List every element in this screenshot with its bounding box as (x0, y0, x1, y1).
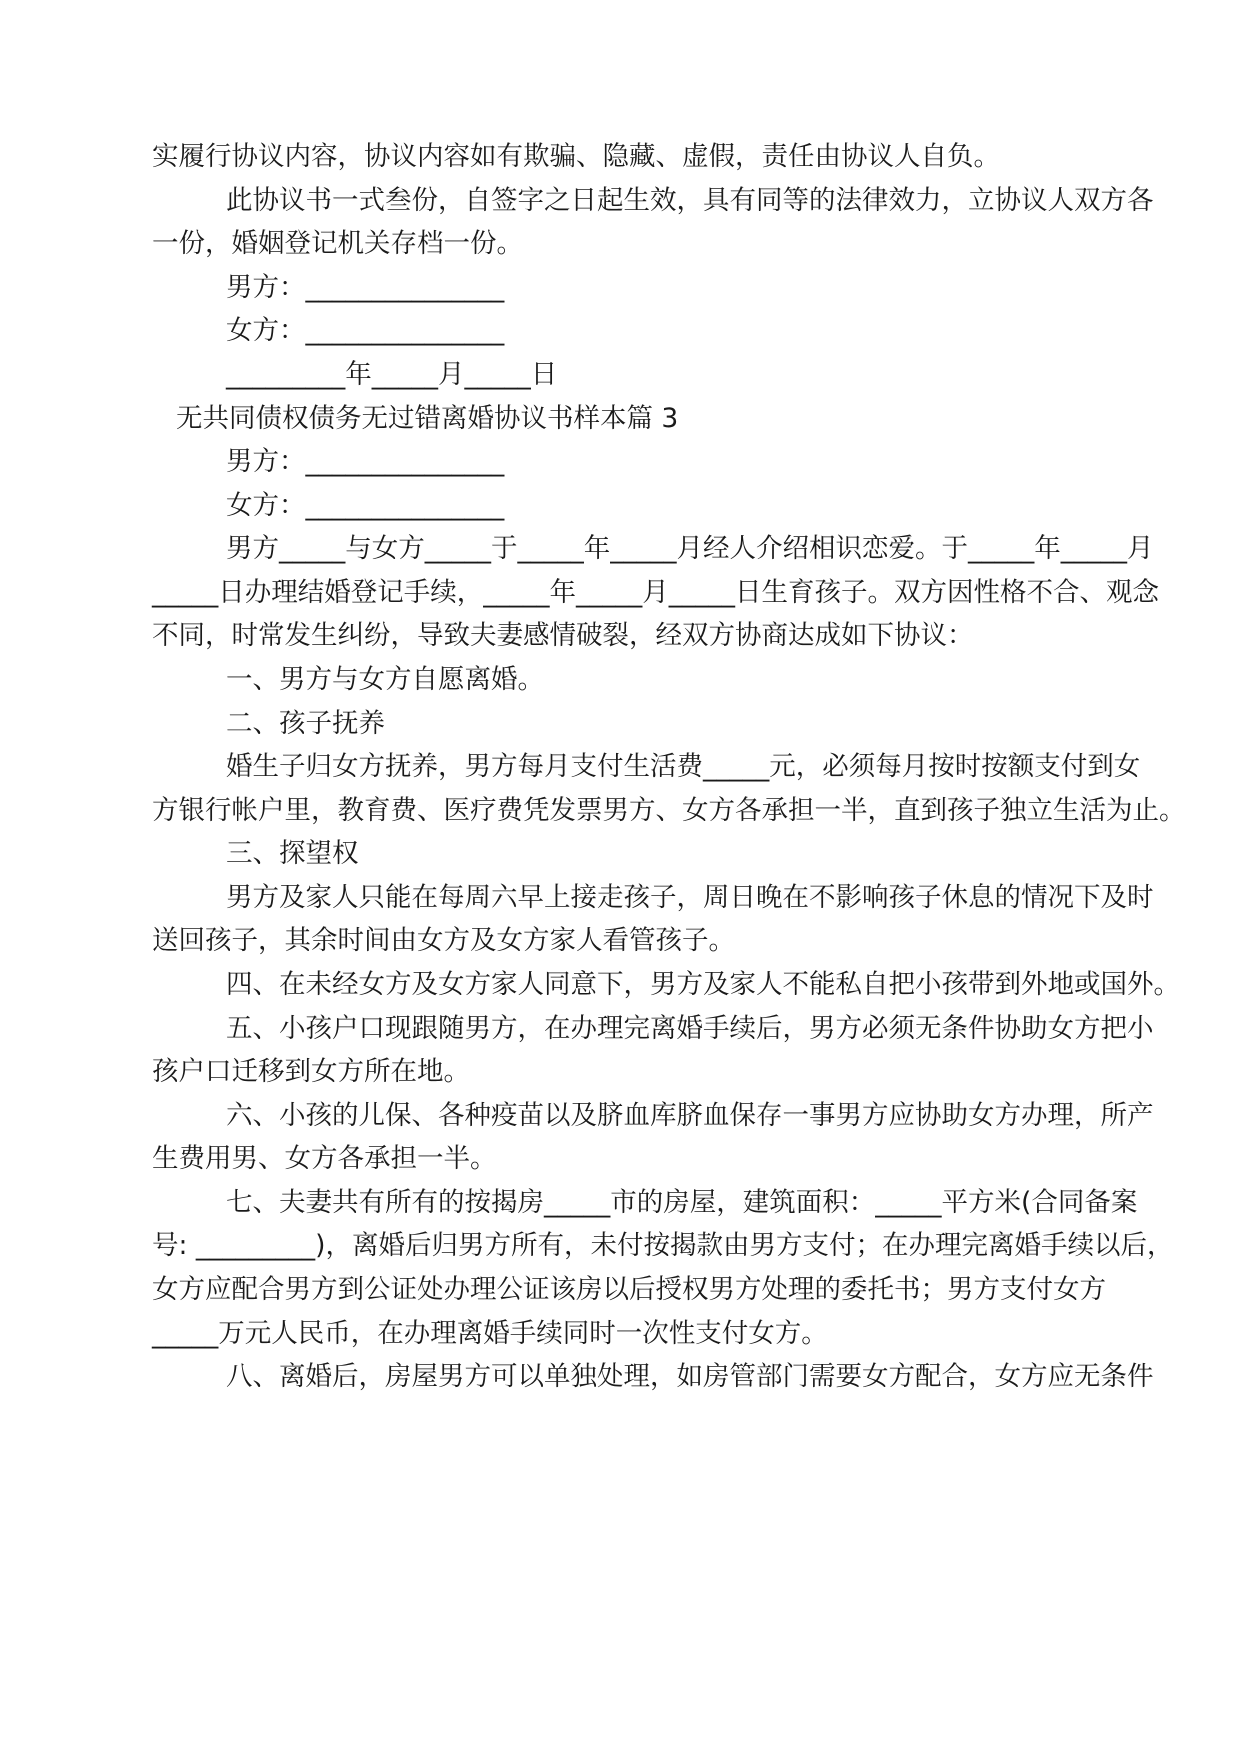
clause-heading: 二、孩子抚养 (226, 708, 385, 739)
text-line: 四、在未经女方及女方家人同意下，男方及家人不能私自把小孩带到外地或国外。 (226, 969, 1180, 1000)
text-line: 不同，时常发生纠纷，导致夫妻感情破裂，经双方协商达成如下协议： (152, 620, 974, 651)
text-line: 孩户口迁移到女方所在地。 (152, 1056, 470, 1087)
text-line: 方银行帐户里，教育费、医疗费凭发票男方、女方各承担一半，直到孩子独立生活为止。 (152, 795, 1186, 826)
text-line: _____日办理结婚登记手续，_____年_____月_____日生育孩子。双方因性格不合、观念 (152, 577, 1159, 608)
text-line: 实履行协议内容，协议内容如有欺骗、隐藏、虚假，责任由协议人自负。 (152, 141, 1000, 172)
text-line: 号: _________)，离婚后归男方所有，未付按揭款由男方支付；在办理完离婚手续以后， (152, 1230, 1174, 1261)
text-line: 一份，婚姻登记机关存档一份。 (152, 228, 523, 259)
text-line: 此协议书一式叁份，自签字之日起生效，具有同等的法律效力，立协议人双方各 (226, 185, 1154, 216)
section-title: 无共同债权债务无过错离婚协议书样本篇 3 (176, 403, 679, 434)
signature-line-female: 女方：_______________ (226, 490, 505, 521)
signature-line-male: 男方：_______________ (226, 446, 505, 477)
text-line: 女方应配合男方到公证处办理公证该房以后授权男方处理的委托书；男方支付女方 (152, 1274, 1106, 1305)
clause-heading: 三、探望权 (226, 838, 359, 869)
text-line: _____万元人民币，在办理离婚手续同时一次性支付女方。 (152, 1318, 828, 1349)
text-line: 婚生子归女方抚养，男方每月支付生活费_____元，必须每月按时按额支付到女 (226, 751, 1141, 782)
text-line: 男方_____与女方_____于_____年_____月经人介绍相识恋爱。于_____年_____月 (226, 533, 1154, 564)
date-line: _________年_____月_____日 (226, 359, 558, 390)
signature-line-female: 女方：_______________ (226, 315, 505, 346)
text-line: 送回孩子，其余时间由女方及女方家人看管孩子。 (152, 925, 735, 956)
signature-line-male: 男方：_______________ (226, 272, 505, 303)
text-line: 五、小孩户口现跟随男方，在办理完离婚手续后，男方必须无条件协助女方把小 (226, 1013, 1154, 1044)
text-line: 八、离婚后，房屋男方可以单独处理，如房管部门需要女方配合，女方应无条件 (226, 1361, 1154, 1392)
text-line: 六、小孩的儿保、各种疫苗以及脐血库脐血保存一事男方应协助女方办理，所产 (226, 1100, 1154, 1131)
text-line: 七、夫妻共有所有的按揭房_____市的房屋，建筑面积：_____平方米(合同备案 (226, 1187, 1138, 1218)
clause-heading: 一、男方与女方自愿离婚。 (226, 664, 544, 695)
text-line: 男方及家人只能在每周六早上接走孩子，周日晚在不影响孩子休息的情况下及时 (226, 882, 1154, 913)
text-line: 生费用男、女方各承担一半。 (152, 1143, 497, 1174)
